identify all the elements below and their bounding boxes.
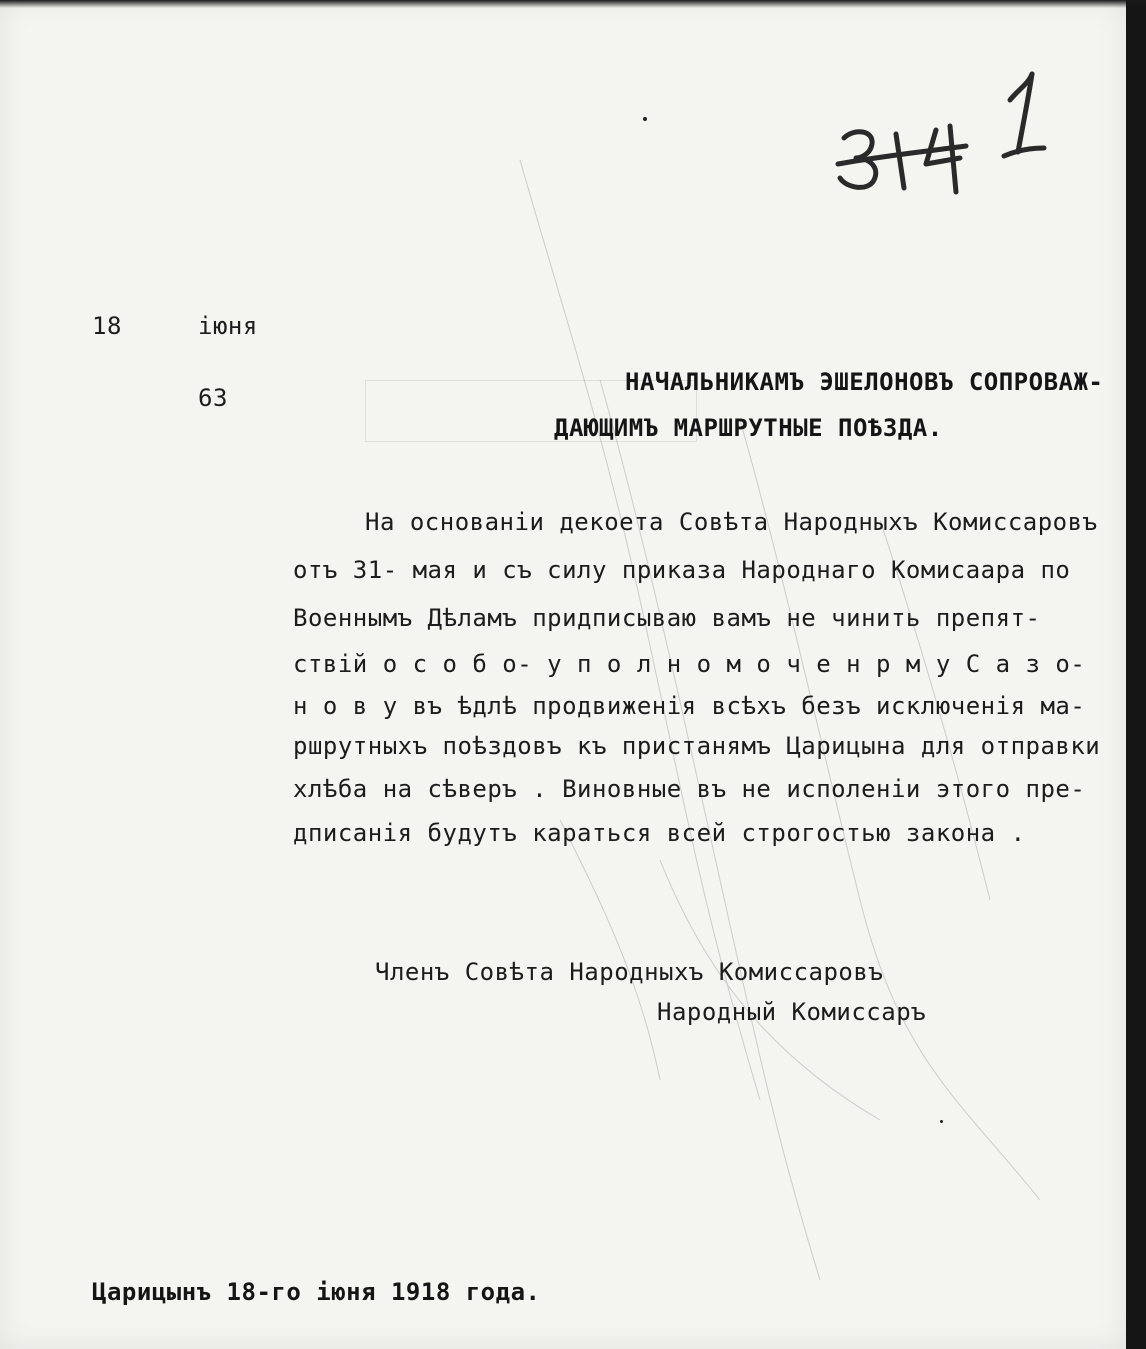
body-line: ствiй о с о б о- у п о л н о м о ч е н р м у С а з о- (293, 650, 1086, 678)
ink-dot (643, 117, 647, 121)
body-line: н о в у въ ѣдлѣ продвиженiя всѣхъ безъ исключенiя ма- (293, 692, 1086, 720)
addressee-line-1: НАЧАЛЬНИКАМЪ ЭШЕЛОНОВЪ СОПРОВАЖ- (625, 368, 1104, 396)
signature-title-line-1: Членъ Совѣта Народныхъ Комиссаровъ (375, 958, 884, 986)
ink-dot (940, 1120, 943, 1123)
date-month: iюня (198, 312, 258, 340)
document-number: 63 (198, 384, 228, 412)
body-line: Военнымъ Дѣламъ придписываю вамъ не чинить препят- (293, 604, 1041, 632)
place-and-date: Царицынъ 18-го iюня 1918 года. (92, 1278, 541, 1306)
body-line: На основанiи декоета Совѣта Народныхъ Комиссаровъ (365, 508, 1098, 536)
addressee-line-2: ДАЮЩИМЪ МАРШРУТНЫЕ ПОѢЗДА. (554, 414, 943, 442)
body-line: дписанiя будутъ караться всей строгостью закона . (293, 819, 1026, 847)
scan-dark-edge (1126, 0, 1146, 1349)
body-line: хлѣба на сѣверъ . Виновные въ не исполенiи этого пре- (293, 775, 1086, 803)
scan-top-shadow (0, 0, 1146, 8)
handwritten-archive-number (832, 60, 1072, 200)
date-day: 18 (92, 312, 122, 340)
body-line: отъ 31- мая и съ силу приказа Народнаго Комисаара по (293, 556, 1071, 584)
signature-title-line-2: Народный Комиссаръ (657, 998, 927, 1026)
body-line: ршрутныхъ поѣздовъ къ пристанямъ Царицына для отправки (293, 732, 1101, 760)
